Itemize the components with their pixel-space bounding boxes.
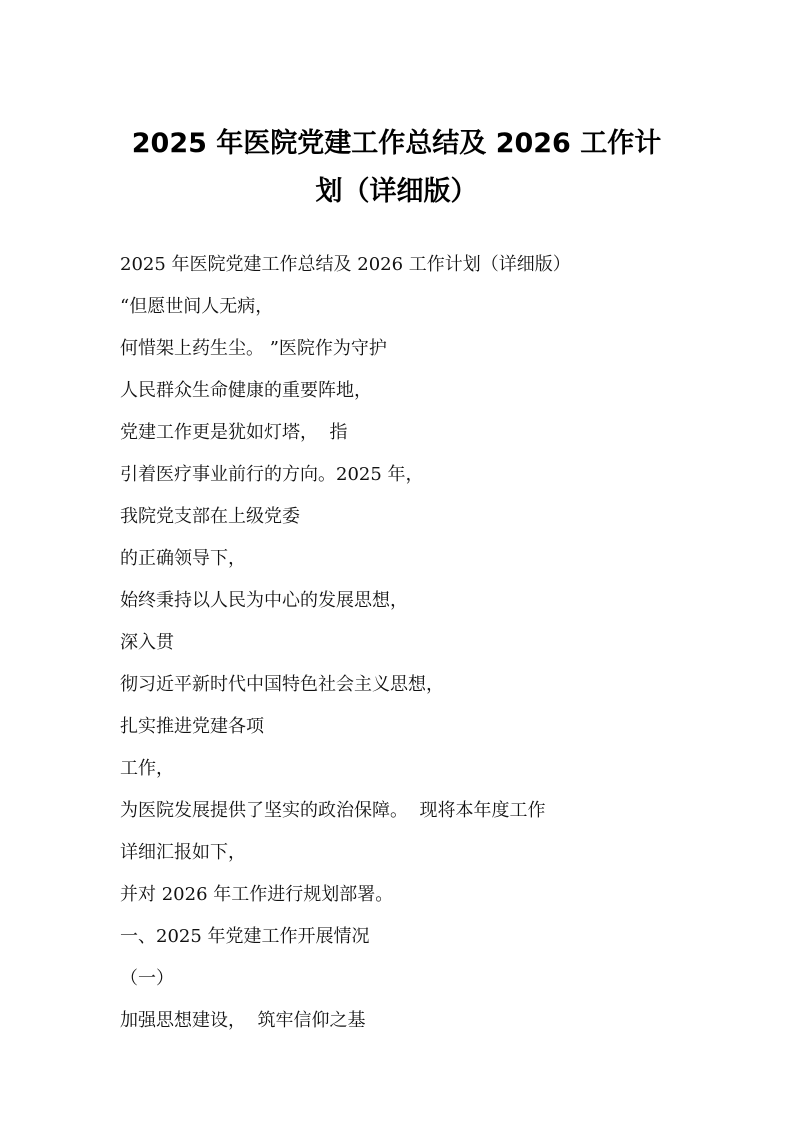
body-line: 工作， — [120, 758, 174, 779]
body-line: 扎实推进党建各项 — [120, 716, 264, 737]
body-line: 深入贯 — [120, 632, 174, 653]
body-line: 始终秉持以人民为中心的发展思想， — [120, 590, 408, 611]
section-heading: 一、2025 年党建工作开展情况 — [120, 926, 370, 947]
document-body — [120, 244, 740, 1042]
body-line: 详细汇报如下， — [120, 842, 246, 863]
body-line: 的正确领导下， — [120, 548, 246, 569]
body-line: 党建工作更是犹如灯塔， 指 — [120, 422, 348, 443]
body-line: 并对 2026 年工作进行规划部署。 — [120, 884, 394, 905]
subsection-number: （一） — [120, 968, 174, 989]
document-title-line-1: 2025 年医院党建工作总结及 2026 工作计 — [131, 128, 662, 159]
subsection-heading: 加强思想建设， 筑牢信仰之基 — [120, 1010, 366, 1031]
document-title-line-2: 划（详细版） — [315, 176, 478, 207]
body-line: 引着医疗事业前行的方向。2025 年， — [120, 464, 424, 485]
body-line: 2025 年医院党建工作总结及 2026 工作计划（详细版） — [120, 254, 571, 275]
body-line: “但愿世间人无病， — [120, 296, 274, 317]
body-line: 人民群众生命健康的重要阵地， — [120, 380, 372, 401]
body-line: 我院党支部在上级党委 — [120, 506, 300, 527]
body-line: 为医院发展提供了坚实的政治保障。 现将本年度工作 — [120, 800, 546, 821]
body-line: 何惜架上药生尘。 ”医院作为守护 — [120, 338, 387, 359]
body-line: 彻习近平新时代中国特色社会主义思想， — [120, 674, 444, 695]
